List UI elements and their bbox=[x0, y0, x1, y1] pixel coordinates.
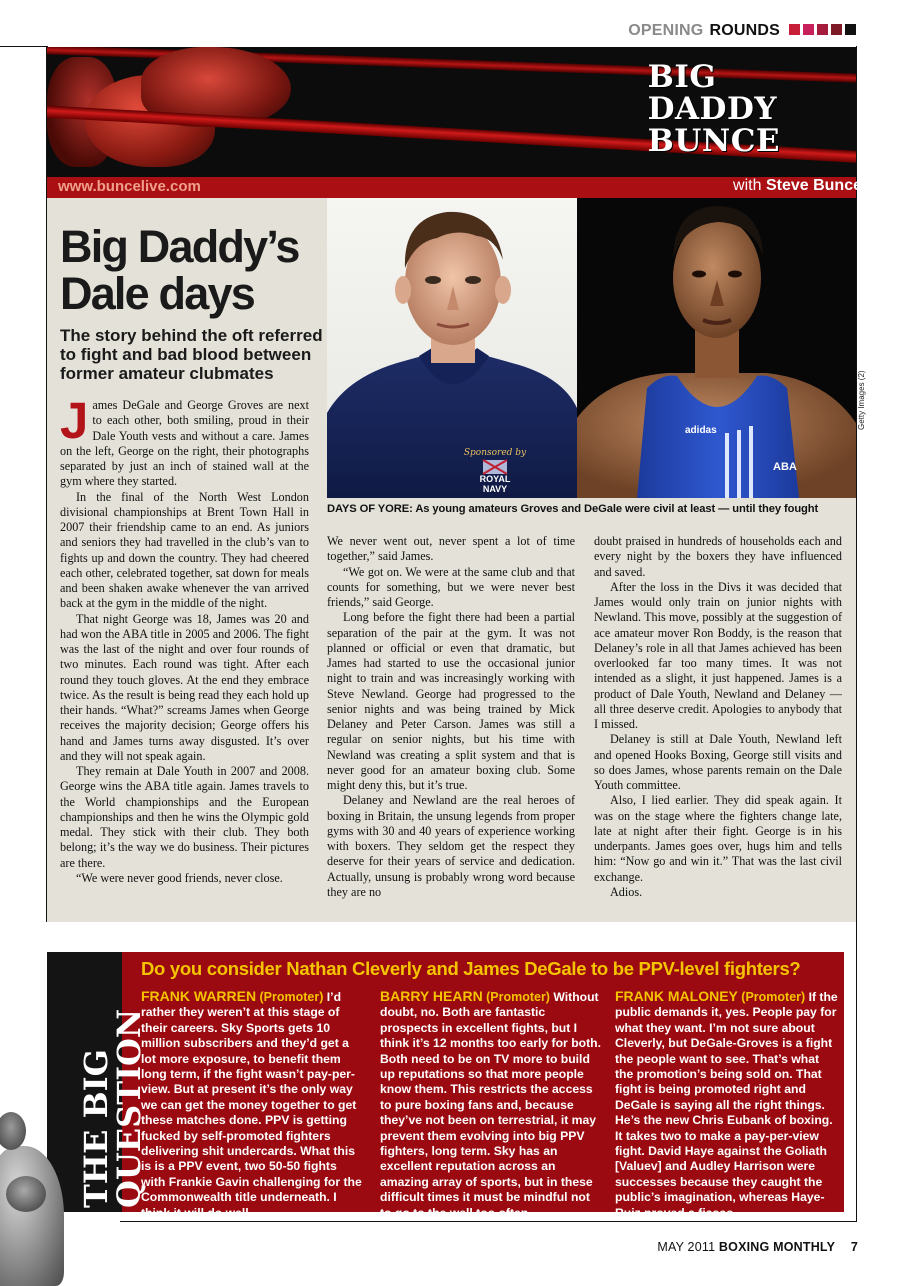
column-title-line: BUNCE bbox=[647, 123, 780, 159]
section-square bbox=[831, 24, 842, 35]
top-rule bbox=[0, 46, 48, 47]
body-paragraph: doubt praised in hundreds of households each and every night by the boxers they have influenced and saved. bbox=[594, 534, 842, 579]
body-paragraph: Delaney and Newland are the real heroes of boxing in Britain, the unsung legends from proper gyms with 30 and 40 years of experience working with boxers. They seldom get the respect they deserve for their years of service and dedication. Actually, unsung is probably wrong word because they are no bbox=[327, 793, 575, 899]
body-paragraph bbox=[60, 392, 309, 490]
body-paragraph: “We got on. We were at the same club and that counts for something, but we were never best friends,” said George. bbox=[327, 564, 575, 609]
body-paragraph: Delaney is still at Dale Youth, Newland left and opened Hooks Boxing, George still visits and so does James, whose parents remain on the Dale Youth committee. bbox=[594, 732, 842, 792]
body-paragraph: We never went out, never spent a lot of time together,” said James. bbox=[327, 534, 575, 564]
body-paragraph: Long before the fight there had been a partial separation of the pair at the gym. It was not planned or official or even that dramatic, but James had started to use the occasional junior night to train and was increasingly working with Steve Newland. George had progressed to the senior nights and was being trained by Mick Delaney and Peter Carson. James was still a regular on senior nights, but his time with Newland was creating a split system and that is never good for an amateur boxing club. Some might deny this, but it’s true. bbox=[327, 610, 575, 792]
body-column-2 bbox=[327, 534, 575, 900]
magazine-name: BOXING MONTHLY bbox=[718, 1240, 836, 1254]
section-square bbox=[803, 24, 814, 35]
body-paragraph-text: ames DeGale and George Groves are next to each other, both smiling, proud in their Dale Youth vests and without a care. James on the left, George on the right, their photographs separated by just an inch of stained wall at the gym where they started. bbox=[60, 398, 309, 489]
byline-name: Steve Bunce bbox=[765, 177, 862, 194]
body-paragraph: Adios. bbox=[610, 884, 643, 899]
section-square bbox=[845, 24, 856, 35]
vest-text: ABA bbox=[773, 461, 797, 473]
headline bbox=[60, 223, 325, 317]
byline-prefix: with bbox=[733, 177, 762, 194]
section-label-grey: OPENING bbox=[628, 22, 704, 39]
page-footer bbox=[657, 1240, 858, 1254]
body-column-3 bbox=[594, 534, 842, 900]
section-squares bbox=[786, 22, 856, 40]
boxer-figure-glove bbox=[6, 1176, 46, 1212]
answer-role: (Promoter) bbox=[486, 990, 550, 1004]
answer-text: I’d rather they weren’t at this stage of their careers. Sky Sports gets 10 million subscribers and they’d get a lot more exposure, to benefit them long term, if the fight wasn’t pay-per-view. But at present it’s the only way we can get the money together to get these matches done. PPV is getting fucked by self-promoted fighters delivering shit undercards. What this is is a PPV event, two 50-50 fights with Frankie Gavin challenging for the Commonwealth title underneath. I think it will do well. bbox=[141, 990, 362, 1220]
answer-frank-warren bbox=[141, 989, 364, 1221]
vest-text: NAVY bbox=[482, 484, 508, 494]
page-number: 7 bbox=[850, 1240, 858, 1254]
section-square bbox=[789, 24, 800, 35]
frame-rule-right bbox=[856, 46, 857, 1222]
big-question-label-line: QUESTION bbox=[110, 1008, 148, 1208]
boxer-portrait-image bbox=[577, 198, 856, 498]
headline-line: Big Daddy’s bbox=[60, 221, 299, 272]
column-banner bbox=[47, 47, 856, 177]
body-paragraph: “We were never good friends, never close. bbox=[76, 870, 283, 885]
photo-caption: DAYS OF YORE: As young amateurs Groves and DeGale were civil at least — until they fought bbox=[327, 503, 819, 515]
big-question-label bbox=[77, 1008, 148, 1208]
photo-groves bbox=[327, 198, 577, 498]
vest-text: ROYAL bbox=[479, 474, 511, 484]
svg-text:adidas: adidas bbox=[685, 425, 717, 436]
answer-name: FRANK WARREN bbox=[141, 988, 257, 1004]
frame-rule-bottom bbox=[120, 1221, 857, 1222]
answer-text: Without doubt, no. Both are fantastic prospects in excellent fights, but I think it’s 12 months too early for both. Both need to be on TV more to build up reputations so that more people know them. This restricts the access to pure boxing fans and, because they’ve not been on terrestrial, it may prevent them evolving into big PPV fighters, long term. Sky has an excellent reputation across an amazing array of sports, but in these difficult times it must be mindful not to go to the well too often. bbox=[380, 990, 601, 1220]
website-url: www.buncelive.com bbox=[58, 178, 201, 195]
body-paragraph: Also, I lied earlier. They did speak again. It was on the stage where the fighters change late, late at night after their fight. George is in his underpants. James goes over, hugs him and tells him: “Now go and win it.” That was the last civil exchange. bbox=[594, 793, 842, 884]
answer-text: If the public demands it, yes. People pay for what they want. I’m not sure about Cleverly, but DeGale-Groves is a fight the people want to see. That’s what the promotion’s being sold on. That fight is being promoted right and DeGale is saying all the right things. He’s the new Chris Eubank of boxing. It takes two to make a pay-per-view fight. David Haye against the Goliath [Valuev] and Audley Harrison were successes because they caught the public’s imagination, whereas Haye-Ruiz proved a fiasco. bbox=[615, 990, 838, 1220]
body-paragraph: That night George was 18, James was 20 and had won the ABA title in 2005 and 2006. The fight was the last of the night and over four rounds of two minutes. Each round was tight. After each round they touch gloves. At the end they embrace twice. As the result is being read they each hold up their hands. “What?” screams James when George receives the majority decision; George offers his hand and James turns away disgusted. It’s over and they will not speak again. bbox=[60, 611, 309, 763]
boxer-figure-head bbox=[0, 1112, 26, 1150]
answer-barry-hearn bbox=[380, 989, 603, 1221]
headline-line: Dale days bbox=[60, 268, 254, 319]
photo-credit: Getty Images (2) bbox=[857, 370, 866, 430]
photo-degale bbox=[577, 198, 856, 498]
column-title-line: DADDY bbox=[647, 91, 777, 127]
body-paragraph: In the final of the North West London divisional championships at Brent Town Hall in 2007 their friendship came to an end. As juniors and seniors they had travelled in the club’s van to fights up and down the country. They had cheered each other, celebrated together, sat down for meals and been shaken awake whenever the van arrived back at the gym in the middle of the night. bbox=[60, 489, 309, 611]
issue-date: MAY 2011 bbox=[657, 1240, 716, 1254]
answer-frank-maloney bbox=[615, 989, 838, 1221]
answer-role: (Promoter) bbox=[741, 990, 806, 1004]
vest-text: Sponsored by bbox=[463, 448, 527, 458]
body-column-1 bbox=[60, 392, 309, 886]
column-title bbox=[648, 61, 780, 157]
answer-name: FRANK MALONEY bbox=[615, 988, 738, 1004]
body-paragraph: After the loss in the Divs it was decided that James would only train on junior nights with Newland. This move, possibly at the suggestion of ace amateur mover Ron Boddy, is the reason that Delaney’s role in all that James achieved has been overlooked far too many times. It was not intended as a slight, it just happened. James is a product of Dale Youth, Newland and Delaney — all three deserve credit. Apologies to anybody that I missed. bbox=[594, 579, 842, 731]
big-question-label-line: THE BIG bbox=[77, 1049, 115, 1208]
column-title-line: BIG bbox=[647, 59, 717, 95]
body-paragraph: They remain at Dale Youth in 2007 and 2008. George wins the ABA title again. James travels to the World championships and the European championships and then he wins the Olympic gold medal. They stick with their club. They both belong; it’s the way we do business. Their pictures are there. bbox=[60, 764, 309, 870]
answer-name: BARRY HEARN bbox=[380, 988, 483, 1004]
byline bbox=[733, 177, 862, 195]
section-tag bbox=[628, 22, 856, 40]
big-question-text: Do you consider Nathan Cleverly and James DeGale to be PPV-level fighters? bbox=[141, 958, 801, 979]
drop-cap: J bbox=[60, 392, 89, 449]
standfirst: The story behind the oft referred to fight and bad blood between former amateur clubmates bbox=[60, 326, 323, 383]
answer-role: (Promoter) bbox=[259, 990, 324, 1004]
section-label-black: ROUNDS bbox=[709, 22, 780, 39]
section-square bbox=[817, 24, 828, 35]
boxer-portrait-image bbox=[327, 198, 577, 498]
